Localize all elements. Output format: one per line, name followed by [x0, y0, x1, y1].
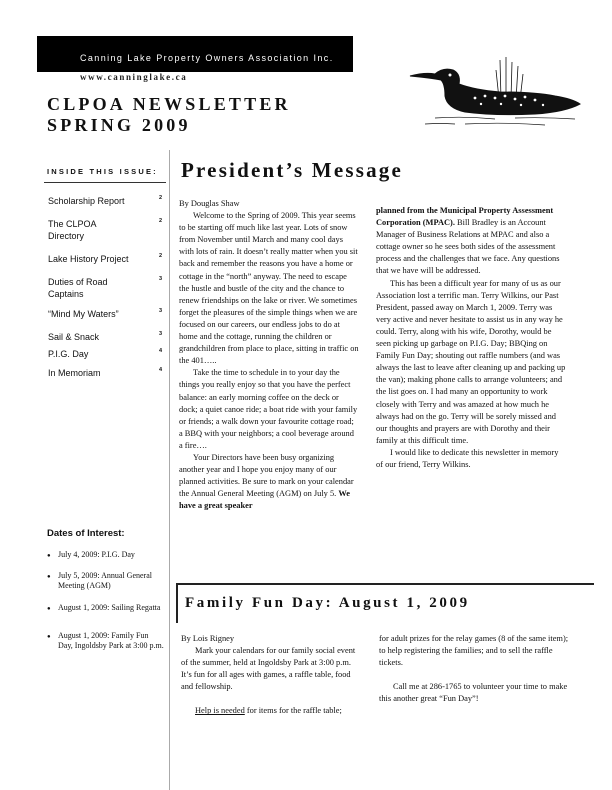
toc-label: “Mind My Waters”: [48, 309, 119, 319]
date-text: July 4, 2009: P.I.G. Day: [58, 550, 135, 559]
loon-illustration: [405, 52, 585, 132]
pm-paragraph: I would like to dedicate this newsletter in memory of our friend, Terry Wilkins.: [376, 447, 559, 469]
toc-page: 2: [158, 195, 162, 201]
toc-label: Sail & Snack: [48, 332, 100, 342]
ffd-call-paragraph: Call me at 286-1765 to volunteer your time to make this another great “Fun Day”!: [379, 682, 568, 704]
date-item: [47, 603, 165, 613]
website-link[interactable]: www.canninglake.ca: [80, 72, 188, 82]
newsletter-title-line1: CLPOA NEWSLETTER: [47, 94, 291, 114]
family-fun-day-title: Family Fun Day: August 1, 2009: [185, 595, 470, 611]
date-item: [47, 550, 165, 560]
toc-label: Duties of Road Captains: [48, 277, 108, 299]
newsletter-title: [47, 94, 291, 136]
toc-item-road-captains[interactable]: [48, 277, 168, 300]
toc-item-mind-my-waters[interactable]: [48, 309, 168, 321]
toc-page: 4: [158, 367, 162, 373]
ffd-paragraph: [181, 705, 363, 717]
toc-item-pig-day[interactable]: [48, 349, 168, 361]
column-divider: [169, 150, 170, 790]
bullet-icon: ●: [47, 574, 51, 580]
pm-paragraph: Take the time to schedule in to your day the things you really enjoy so that you have the perfect balance: an early morning coffee on the deck or dock; a quiet canoe ride; a boat ride with your family or friends; a walk down your favourite cottage road; a BBQ with your neighbors; a cool beverage around a fire….: [179, 368, 358, 450]
ffd-paragraph: Mark your calendars for our family social event of the summer, held at Ingoldsby Park at 3:00 p.m. It’s fun for all ages with games, a raffle table, food and fellowship.: [181, 646, 356, 692]
toc-page: 3: [158, 308, 162, 314]
bullet-icon: ●: [47, 606, 51, 612]
pm-paragraph: This has been a difficult year for many of us as our Association lost a terrific man. Terry Wilkins, our Past President, passed away on March 1, 2009. Terry was very active and never hesitate to assist us in any way he could. Terry, along with his wife, Dorothy, would be seen picking up garbage on P.I.G. Day; BBQing on Family Fun Day; shouting out raffle numbers (and was always the last to leave after cleaning up and packing up the van); making phone calls to arrange volunteers; and the list goes on. I had many an opportunity to work closely with Terry and was amazed at how much he always had on the go. Terry will be sorely missed and our thoughts and prayers are with Dorothy and their family at this difficult time.: [376, 278, 566, 445]
pm-byline: By Douglas Shaw: [179, 199, 240, 208]
toc-label: The CLPOA Directory: [48, 219, 97, 241]
section-divider-left: [176, 583, 178, 623]
org-name: Canning Lake Property Owners Association Inc.: [80, 53, 334, 63]
presidents-message-title: President’s Message: [181, 158, 404, 182]
date-text: August 1, 2009: Family Fun Day, Ingoldsby Park at 3:00 p.m.: [58, 631, 164, 650]
ffd-column-2: [379, 633, 571, 705]
toc-page: 2: [158, 253, 162, 259]
toc-page: 2: [158, 218, 162, 224]
toc-page: 4: [158, 348, 162, 354]
sidebar-label: INSIDE THIS ISSUE:: [47, 167, 158, 176]
date-item: [47, 631, 165, 651]
pm-paragraph-text: Bill Bradley is an Account Manager of Business Relations at MPAC and also a cottage owner so he sees both sides of the assessment process and the challenges that we face. Any questions that we have will be addressed.: [376, 218, 560, 276]
toc-page: 3: [158, 331, 162, 337]
help-needed-link[interactable]: Help is needed: [195, 706, 245, 716]
toc-item-in-memoriam[interactable]: [48, 368, 168, 380]
toc-item-directory[interactable]: [48, 219, 168, 242]
pm-column-2: [376, 205, 567, 471]
sidebar-divider: [44, 182, 166, 183]
pm-bold-text: planned from the Municipal Property Assessment Corporation (MPAC).: [376, 206, 554, 228]
toc-item-lake-history[interactable]: [48, 254, 168, 266]
bullet-icon: ●: [47, 553, 51, 559]
toc-label: P.I.G. Day: [48, 349, 89, 359]
toc-label: Lake History Project: [48, 254, 129, 264]
date-text: July 5, 2009: Annual General Meeting (AGM): [58, 571, 152, 590]
section-divider: [176, 583, 594, 585]
ffd-paragraph-text: for items for the raffle table;: [244, 706, 342, 716]
pm-column-1: [179, 198, 359, 512]
pm-paragraph: [376, 205, 567, 278]
newsletter-title-line2: SPRING 2009: [47, 115, 191, 135]
toc-page: 3: [158, 276, 162, 282]
pm-bold-text: We have a great speaker: [179, 489, 350, 511]
toc-item-sail-snack[interactable]: [48, 332, 168, 344]
dates-title: Dates of Interest:: [47, 528, 125, 539]
ffd-byline: By Lois Rigney: [181, 634, 235, 643]
ffd-column-1: [181, 633, 363, 718]
date-text: August 1, 2009: Sailing Regatta: [58, 603, 161, 612]
toc-item-scholarship[interactable]: [48, 196, 168, 208]
ffd-paragraph: for adult prizes for the relay games (8 of the same item); to help registering the families; and to sell the raffle tickets.: [379, 634, 569, 668]
toc-label: In Memoriam: [48, 368, 101, 378]
pm-paragraph: Welcome to the Spring of 2009. This year seems to be starting off much like last year. Lots of snow from November until March and many cool days with lots of rain. It doesn’t really matter when you sit back and remember the reasons you have a home or cottage in the “north” anyway. The need to escape the hustle and bustle of the city and the chance to renew friendships on the lake or river. We sometimes forget the pleasures of the simple things when we are focused on our careers, our endless jobs to do at home and the cottage, running the children or grandchildren from place to place, sitting in traffic on the 401…..: [179, 211, 359, 366]
pm-paragraph: [179, 452, 359, 512]
toc-label: Scholarship Report: [48, 196, 125, 206]
date-item: [47, 571, 165, 591]
bullet-icon: ●: [47, 634, 51, 640]
pm-paragraph-text: Your Directors have been busy organizing another year and I hope you enjoy many of our planned activities. Be sure to mark on your calendar the Annual General Meeting (AGM) on July 5.: [179, 452, 354, 499]
